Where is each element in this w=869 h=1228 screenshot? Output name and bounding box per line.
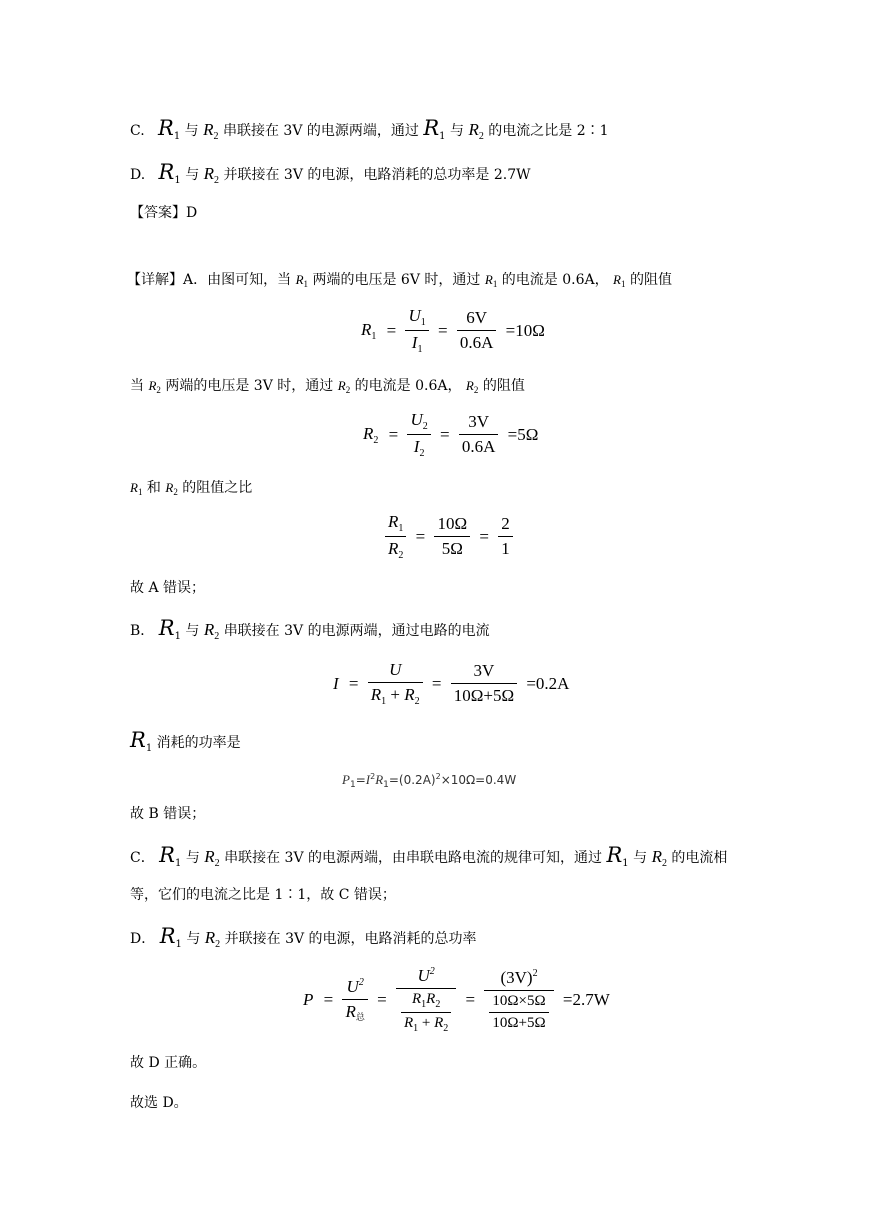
formula-ratio: $\frac{R_1}{R_2}$ = $\frac{10\Omega}{5\Omega}$ = $\frac{2}{1}$ [383,512,515,561]
r1-symbol: $R_1$ [484,272,498,289]
a-wrong: 故 A 错误； [130,580,206,596]
explanation-intro: 【详解】A．由图可知，当 $R_1$ 两端的电压是 6V 时，通过 $R_1$ 的电流是 0.6A， $R_1$ 的阻值 [127,272,672,289]
r2-symbol: $R_2$ [165,480,178,497]
d-right: 故 D 正确。 [130,1055,207,1071]
r2-symbol: $R_2$ [337,378,351,395]
answer: 【答案】D [130,205,198,221]
r1-symbol: $R_1$ [423,116,446,142]
power-label: $R_1$ 消耗的功率是 [130,728,241,754]
r2-symbol: $R_2$ [651,847,667,869]
r2-symbol: $R_2$ [465,378,479,395]
explanation-ratio: $R_1$ 和 $R_2$ 的阻值之比 [130,480,253,497]
r1-symbol: $R_1$ [130,480,143,497]
r1-symbol: $R_1$ [130,728,153,754]
explanation-c: C． $R_1$ 与 $R_2$ 串联接在 3V 的电源两端，由串联电路电流的规律可知，通过 $R_1$ 与 $R_2$ 的电流相 [130,843,728,869]
r1-symbol: $R_1$ [613,272,626,289]
explanation-d: D． $R_1$ 与 $R_2$ 并联接在 3V 的电源，电路消耗的总功率 [130,924,477,950]
r1-symbol: $R_1$ [159,924,182,950]
r2-symbol: $R_2$ [203,120,219,142]
r2-symbol: $R_2$ [203,620,220,642]
option-d-label: D. [130,167,146,183]
option-c: C. $R_1$ 与 $R_2$ 串联接在 3V 的电源两端，通过 $R_1$ 与 $R_2$ 的电流之比是 2∶1 [130,116,609,142]
explanation-b: B． $R_1$ 与 $R_2$ 串联接在 3V 的电源两端，通过电路的电流 [130,616,490,642]
option-c-label: C. [130,123,145,139]
r2-symbol: $R_2$ [468,120,484,142]
r1-symbol: $R_1$ [158,616,181,642]
formula-power-r1: $P_1=I^2R_1=(0.2A)^2\times 10\Omega=0.4W$ [342,772,517,790]
formula-r2: $R_2$ = $\frac{U_2}{I_2}$ = $\frac{3V}{0.6A}$ =5Ω [363,410,539,459]
r1-symbol: $R_1$ [158,160,181,186]
b-wrong: 故 B 错误； [130,806,206,822]
formula-current: I = $\frac{U}{R_1 + R_2}$ = $\frac{3V}{10\Omega+5\Omega}$ =0.2A [333,660,570,707]
explanation-r2: 当 $R_2$ 两端的电压是 3V 时，通过 $R_2$ 的电流是 0.6A， $R_2$ 的阻值 [130,378,525,395]
r2-symbol: $R_2$ [204,847,220,869]
final-choice: 故选 D。 [130,1095,188,1111]
formula-r1: $R_1$ = $\frac{U_1}{I_1}$ = $\frac{6V}{0.6A}$ =10Ω [361,306,545,355]
r2-symbol: $R_2$ [204,928,221,950]
explanation-c-line2: 等，它们的电流之比是 1∶1，故 C 错误； [130,887,396,903]
r2-symbol: $R_2$ [203,164,220,186]
option-d: D. $R_1$ 与 $R_2$ 并联接在 3V 的电源，电路消耗的总功率是 2.7W [130,160,531,186]
r2-symbol: $R_2$ [148,378,161,395]
r1-symbol: $R_1$ [159,843,182,869]
formula-total-power: P = $\frac{U^2}{\text{R总}}$ = $\frac{U^2}{\frac{R_1R_2}{R_1 + R_2}}$ = $\frac{(3V)^2}{\frac{10\Omega\times 5\Omega}{10\Omega+5\Omega}}$ =2.7W [303,966,610,1034]
r1-symbol: $R_1$ [158,116,181,142]
r1-symbol: $R_1$ [606,843,629,869]
r1-symbol: $R_1$ [295,272,309,289]
